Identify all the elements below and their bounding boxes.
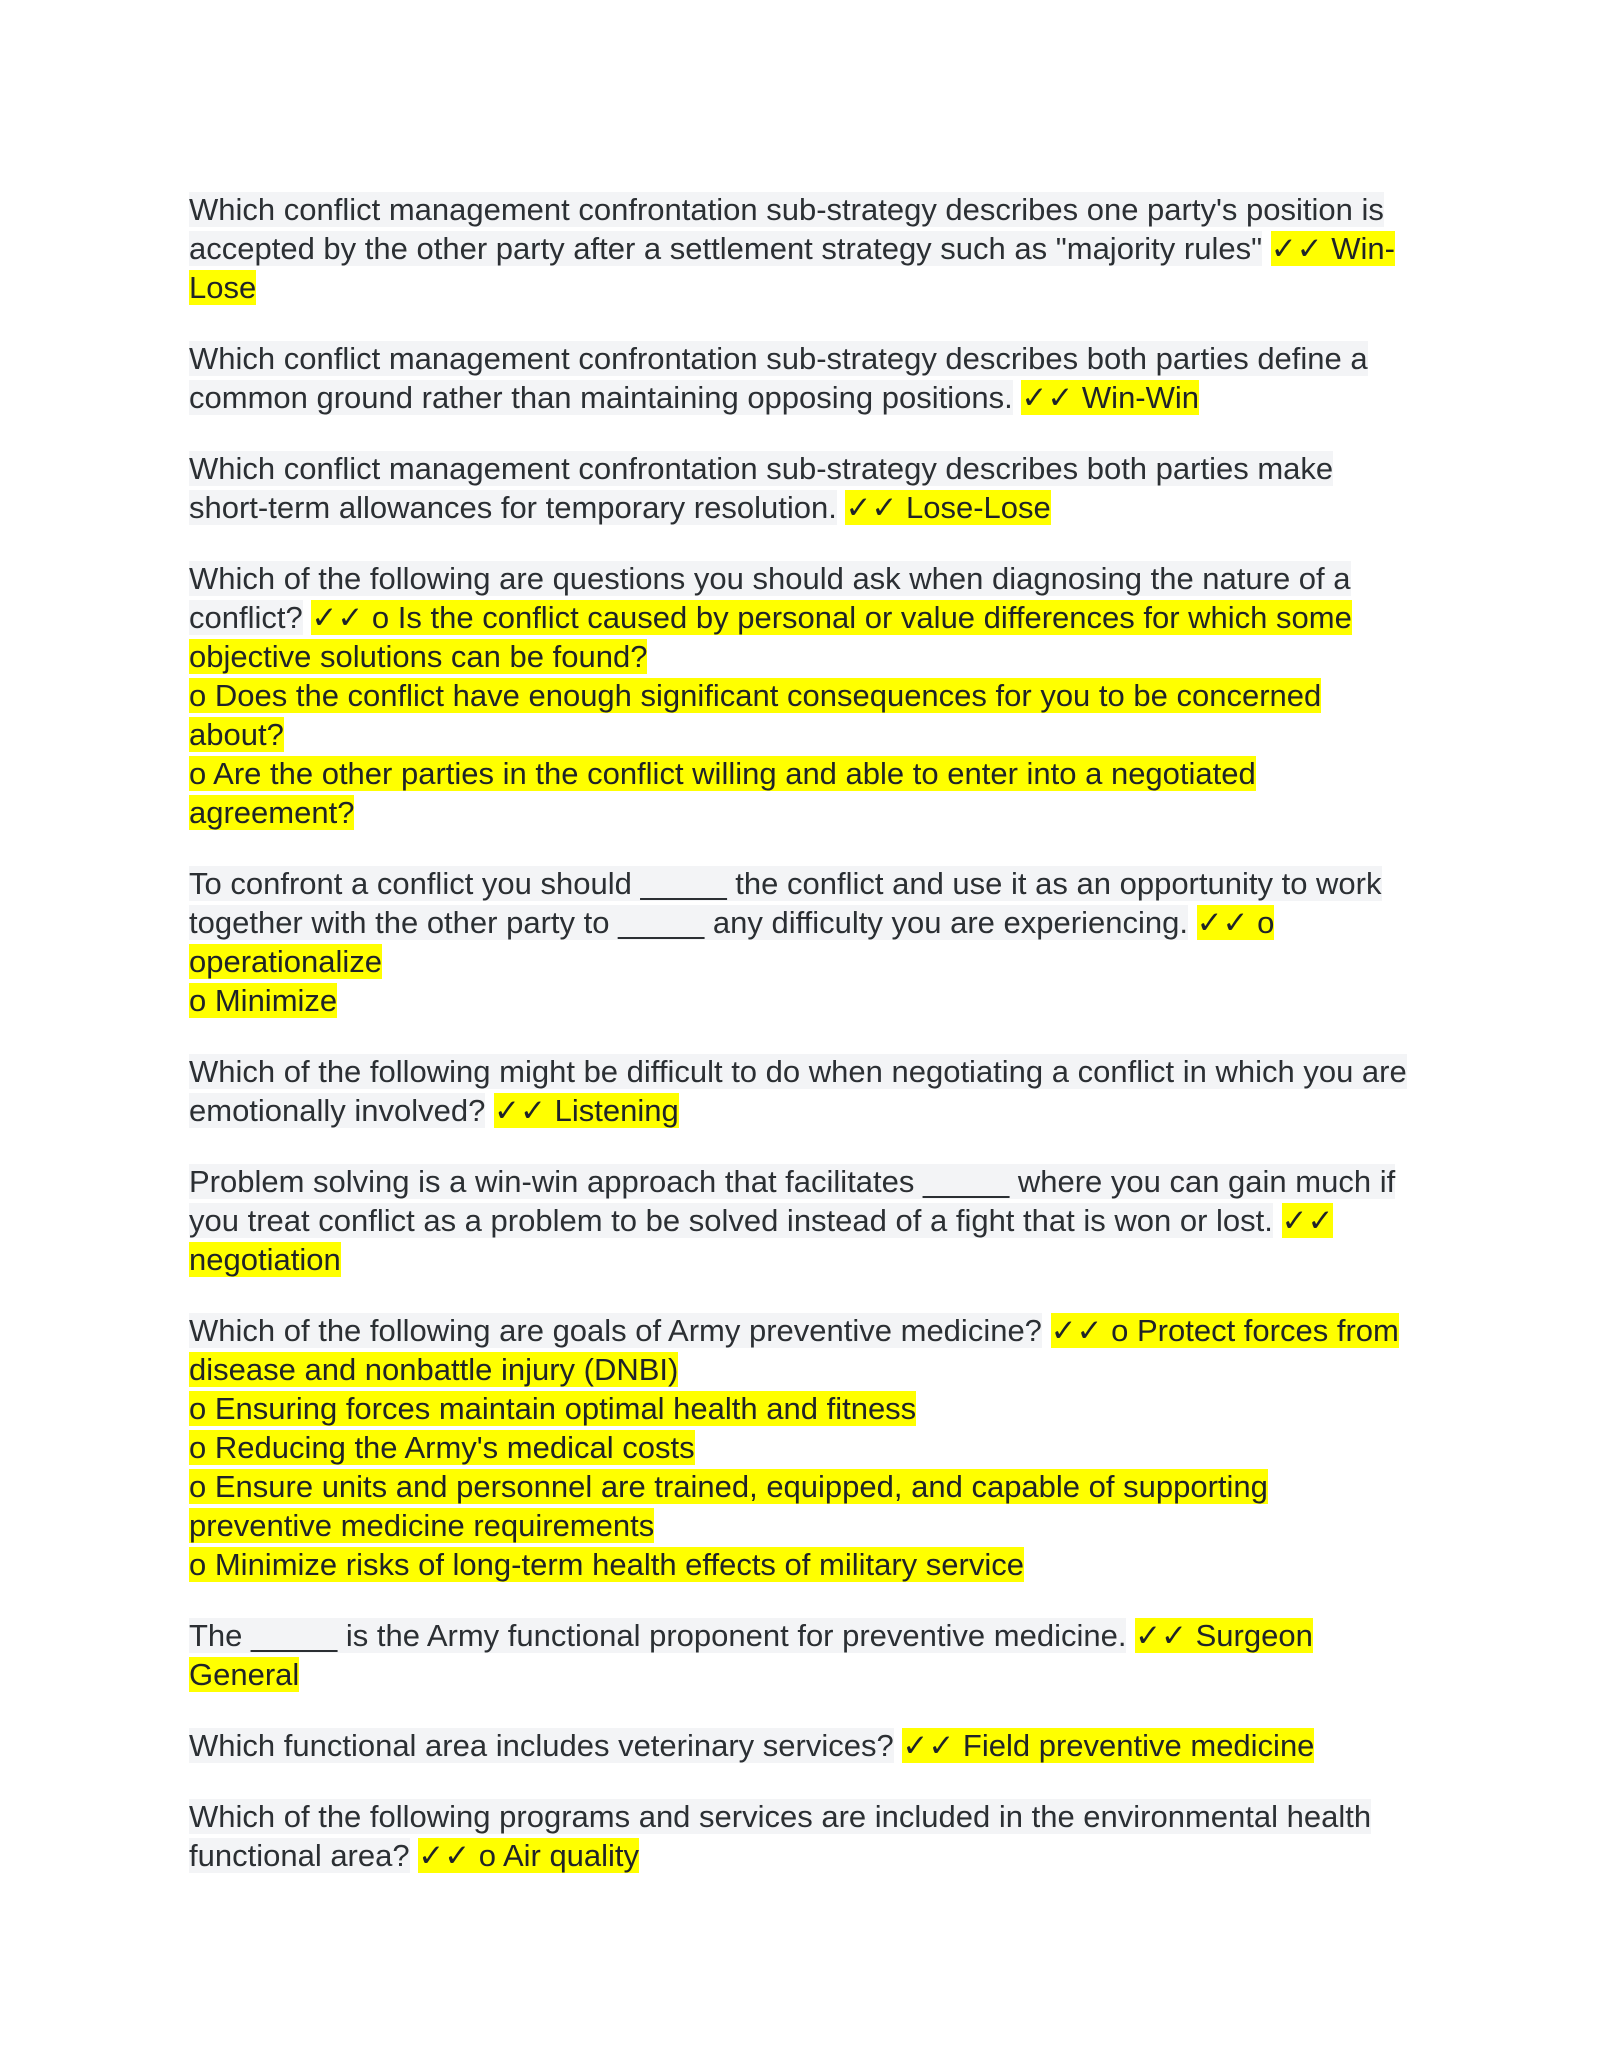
qa-item — [189, 190, 1419, 307]
question-text: Which of the following might be difficult to do when negotiating a conflict in which you are emotionally involved? — [189, 1054, 1407, 1128]
answer-highlight: ✓✓ o Protect forces from disease and nonbattle injury (DNBI) — [189, 1313, 1399, 1387]
answer-highlight: ✓✓ o Air quality — [418, 1838, 640, 1873]
answer-highlight: ✓✓ Win-Lose — [189, 231, 1395, 305]
question-text: Which conflict management confrontation sub-strategy describes one party's position is accepted by the other party after a settlement strategy such as "majority rules" — [189, 192, 1384, 266]
answer-line — [189, 1467, 1419, 1545]
answer-option: o Are the other parties in the conflict willing and able to enter into a negotiated agreement? — [189, 756, 1256, 830]
answer-line — [189, 1545, 1419, 1584]
qa-item — [189, 449, 1419, 527]
answer-option: o Reducing the Army's medical costs — [189, 1430, 695, 1465]
qa-item — [189, 1162, 1419, 1279]
answer-option: o Ensuring forces maintain optimal health and fitness — [189, 1391, 917, 1426]
qa-item — [189, 1052, 1419, 1130]
answer-line — [189, 754, 1419, 832]
answer-option: o Minimize — [189, 983, 338, 1018]
qa-item — [189, 864, 1419, 1020]
answer-highlight: ✓✓ Field preventive medicine — [902, 1728, 1315, 1763]
question-text: Which functional area includes veterinary services? — [189, 1728, 894, 1763]
answer-line — [189, 981, 1419, 1020]
answer-option: o Minimize risks of long-term health effects of military service — [189, 1547, 1024, 1582]
document-page — [189, 190, 1419, 1907]
answer-highlight: ✓✓ o operationalize — [189, 905, 1275, 979]
answer-highlight: ✓✓ Win-Win — [1021, 380, 1200, 415]
question-text: The _____ is the Army functional proponent for preventive medicine. — [189, 1618, 1127, 1653]
answer-option: o Does the conflict have enough significant consequences for you to be concerned about? — [189, 678, 1322, 752]
question-text: Problem solving is a win-win approach that facilitates _____ where you can gain much if you treat conflict as a problem to be solved instead of a fight that is won or lost. — [189, 1164, 1396, 1238]
question-text: Which conflict management confrontation sub-strategy describes both parties define a common ground rather than maintaining opposing positions. — [189, 341, 1368, 415]
answer-highlight: ✓✓ Lose-Lose — [845, 490, 1051, 525]
question-text: To confront a conflict you should _____ the conflict and use it as an opportunity to work together with the other party to _____ any difficulty you are experiencing. — [189, 866, 1382, 940]
question-text: Which conflict management confrontation sub-strategy describes both parties make short-term allowances for temporary resolution. — [189, 451, 1334, 525]
qa-item — [189, 339, 1419, 417]
answer-highlight: ✓✓ o Is the conflict caused by personal or value differences for which some objective solutions can be found? — [189, 600, 1352, 674]
qa-item — [189, 1797, 1419, 1875]
qa-item — [189, 1311, 1419, 1584]
answer-highlight: ✓✓ negotiation — [189, 1203, 1334, 1277]
question-text: Which of the following programs and services are included in the environmental health functional area? — [189, 1799, 1372, 1873]
answer-option: o Ensure units and personnel are trained, equipped, and capable of supporting preventive medicine requirements — [189, 1469, 1268, 1543]
qa-item — [189, 1726, 1419, 1765]
answer-highlight: ✓✓ Surgeon General — [189, 1618, 1313, 1692]
answer-line — [189, 676, 1419, 754]
qa-item — [189, 1616, 1419, 1694]
question-text: Which of the following are goals of Army preventive medicine? — [189, 1313, 1042, 1348]
answer-line — [189, 1389, 1419, 1428]
question-text: Which of the following are questions you should ask when diagnosing the nature of a conflict? — [189, 561, 1351, 635]
qa-item — [189, 559, 1419, 832]
answer-line — [189, 1428, 1419, 1467]
answer-highlight: ✓✓ Listening — [494, 1093, 679, 1128]
